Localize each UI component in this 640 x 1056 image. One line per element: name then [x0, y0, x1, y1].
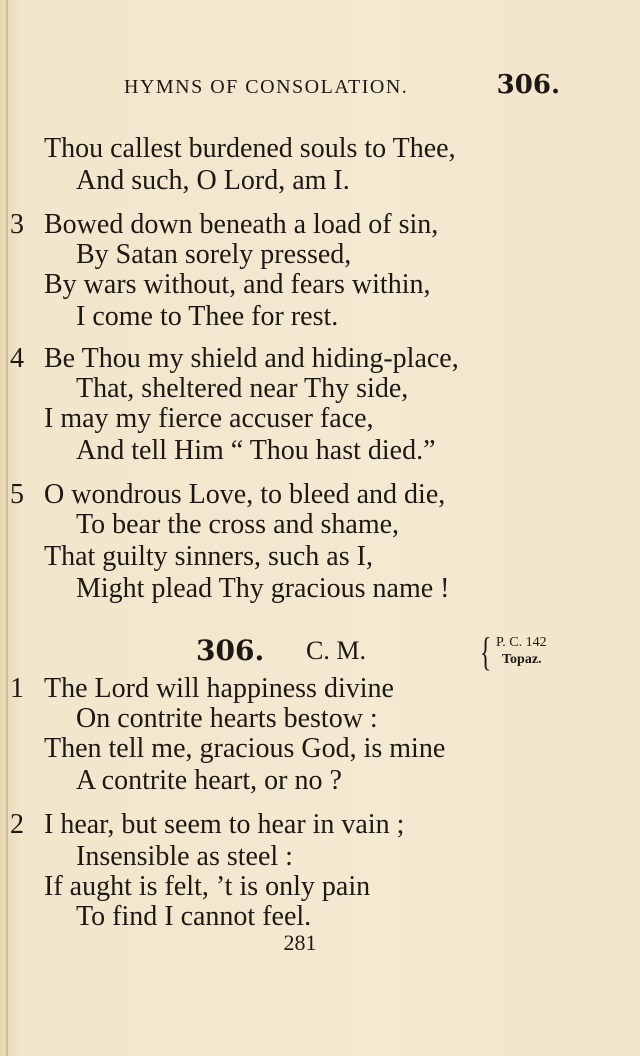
verse-line: To find I cannot feel. — [76, 901, 312, 932]
page-number: 281 — [283, 930, 317, 955]
verse-line: I come to Thee for rest. — [76, 301, 339, 332]
verse-line: And such, O Lord, am I. — [76, 165, 350, 196]
verse-line: I hear, but seem to hear in vain ; — [44, 809, 405, 840]
verse-line: A contrite heart, or no ? — [76, 765, 342, 796]
verse-line: Insensible as steel : — [76, 841, 293, 872]
verse-line: On contrite hearts bestow : — [76, 703, 378, 734]
verse-line: And tell Him “ Thou hast died.” — [76, 435, 436, 466]
verse-line: Thou callest burdened souls to Thee, — [44, 133, 456, 164]
running-hymn-number: 306. — [496, 70, 560, 100]
verse-line: Then tell me, gracious God, is mine — [44, 733, 446, 764]
verse-line: By wars without, and fears within, — [44, 269, 431, 300]
verse-line: Might plead Thy gracious name ! — [76, 573, 450, 604]
hymn-heading — [0, 630, 640, 674]
running-title: HYMNS OF CONSOLATION. — [124, 76, 409, 98]
verse-line: If aught is felt, ’t is only pain — [44, 871, 371, 902]
verse-line: Bowed down beneath a load of sin, — [44, 209, 439, 240]
verse-line: The Lord will happiness divine — [44, 673, 394, 704]
tune-reference — [496, 634, 547, 668]
stanza-number: 5 — [10, 479, 24, 510]
brace-glyph: { — [479, 629, 492, 674]
tune-ref-name: Topaz. — [502, 652, 542, 667]
hymn-meter: C. M. — [306, 636, 366, 665]
hymn-number: 306. — [196, 634, 265, 667]
verse-line: To bear the cross and shame, — [76, 509, 400, 540]
stanza-number: 4 — [10, 343, 24, 374]
verse-line: O wondrous Love, to bleed and die, — [44, 479, 446, 510]
tune-ref-collection: P. C. 142 — [496, 635, 547, 650]
verse-line: I may my fierce accuser face, — [44, 403, 374, 434]
stanza-number: 1 — [10, 673, 24, 704]
verse-line: Be Thou my shield and hiding-place, — [44, 343, 459, 374]
verse-line: That guilty sinners, such as I, — [44, 541, 373, 572]
verse-line: That, sheltered near Thy side, — [76, 373, 409, 404]
running-head — [124, 72, 564, 108]
page-gutter — [6, 0, 8, 1056]
stanza-number: 3 — [10, 209, 24, 240]
stanza-number: 2 — [10, 809, 24, 840]
verse-line: By Satan sorely pressed, — [76, 239, 352, 270]
